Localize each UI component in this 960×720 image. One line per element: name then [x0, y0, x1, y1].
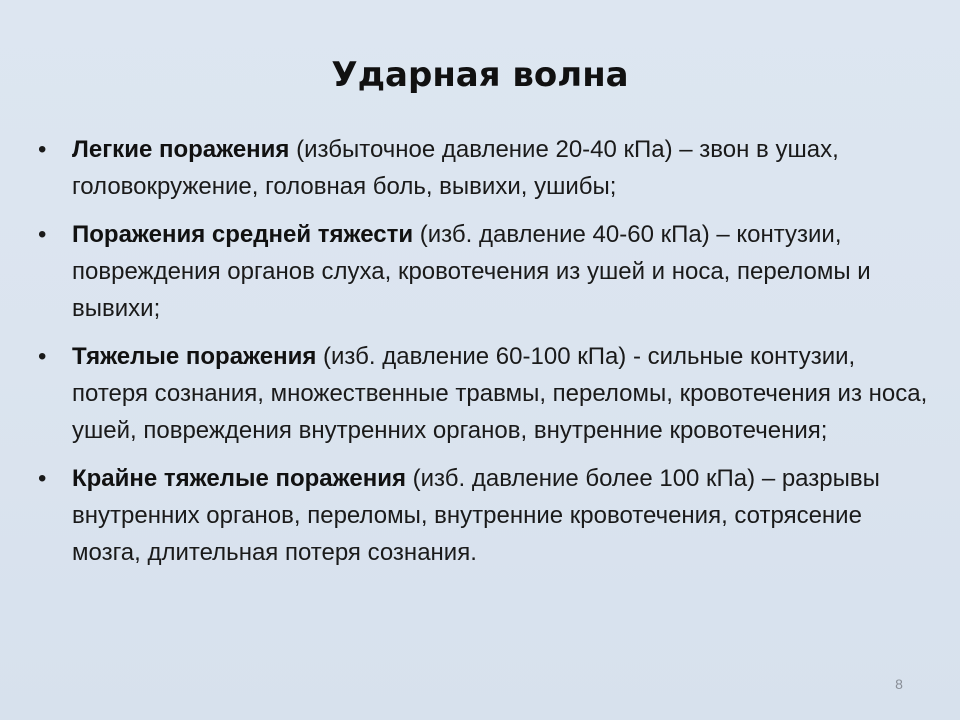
bullet-description: (изб. давление более 100 кПа) – разрывы внутренних органов, переломы, внутренние кровотечения, сотрясение мозга, длительная потеря сознания. — [72, 465, 880, 566]
bullet-heading: Поражения средней тяжести — [72, 221, 414, 248]
slide-title: Ударная волна — [331, 55, 629, 95]
bullet-icon: • — [38, 465, 47, 492]
bullet-item-light-injuries — [36, 131, 936, 205]
bullet-text — [72, 343, 927, 444]
bullet-text — [72, 221, 871, 322]
bullet-icon: • — [38, 221, 47, 248]
bullet-icon: • — [38, 136, 47, 163]
bullet-text — [72, 136, 839, 200]
bullet-item-extreme-injuries — [36, 460, 936, 571]
bullet-description: (изб. давление 40-60 кПа) – контузии, повреждения органов слуха, кровотечения из ушей и носа, переломы и вывихи; — [72, 221, 871, 322]
bullet-list — [36, 131, 936, 582]
bullet-heading: Легкие поражения — [72, 136, 290, 163]
page-number: 8 — [895, 676, 903, 692]
bullet-item-severe-injuries — [36, 338, 936, 449]
bullet-description: (избыточное давление 20-40 кПа) – звон в ушах, головокружение, головная боль, вывихи, ушибы; — [72, 136, 839, 200]
bullet-heading: Тяжелые поражения — [72, 343, 317, 370]
bullet-icon: • — [38, 343, 47, 370]
bullet-text — [72, 465, 880, 566]
bullet-heading: Крайне тяжелые поражения — [72, 465, 406, 492]
bullet-description: (изб. давление 60-100 кПа) - сильные контузии, потеря сознания, множественные травмы, переломы, кровотечения из носа, ушей, повреждения внутренних органов, внутренние кровотечения; — [72, 343, 928, 444]
bullet-item-moderate-injuries — [36, 216, 936, 327]
